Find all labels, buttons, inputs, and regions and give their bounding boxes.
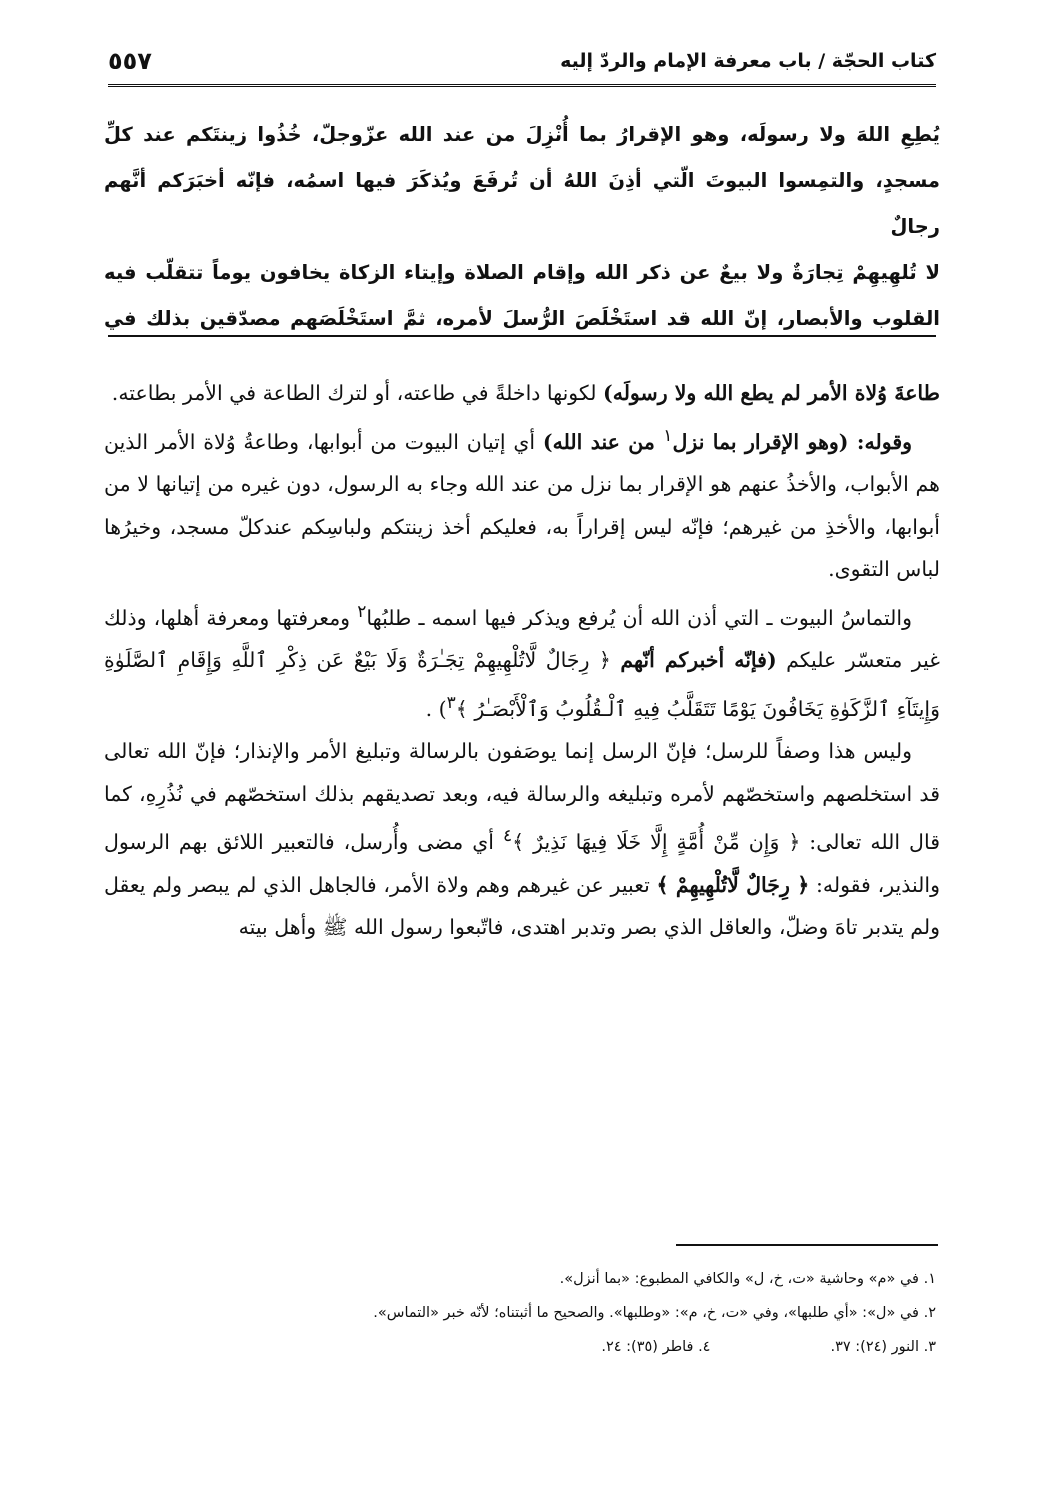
commentary-paragraph-4 <box>104 730 940 949</box>
hadith-line: مسجدٍ، والتمِسوا البيوتَ الّتي أذِنَ اللهُ أن تُرفَعَ ويُذكَرَ فيها اسمُه، فإنّه أخبَرَكم أنَّهم رجالٌ <box>104 169 940 238</box>
chapter-title: كتاب الحجّة / باب معرفة الإمام والردّ إليه <box>560 50 936 72</box>
hadith-line: القلوب والأبصار، إنّ الله قد استَخْلَصَ الرُّسلَ لأمره، ثمَّ استَخْلَصَهم مصدّقين بذلك في <box>104 307 940 330</box>
footnotes <box>108 1262 936 1364</box>
commentary-span: وليس هذا وصفاً للرسل؛ فإنّ الرسل إنما يوصَفون بالرسالة وتبليغ الأمر والإنذار؛ فإنّ الله تعالى قد استخلصهم واستخصّهم لأمره وتبليغه والرسالة فيه، وبعد تصديقهم بذلك استخصّهم في نُذُرِهِ، كما قال الله تعالى: <box>104 739 940 855</box>
quoted-phrase: (فإنّه أخبركم أنّهم <box>620 648 777 673</box>
hadith-text <box>104 112 940 342</box>
commentary-span: والتماسُ البيوت ـ التي أذن الله أن يُرفع ويذكر فيها اسمه ـ طلبُها <box>366 605 913 630</box>
commentary-span: ) . <box>425 696 447 721</box>
footnote-ref[interactable]: ١ <box>663 425 673 446</box>
footnote-3: ٣. النور (٢٤): ٣٧. <box>830 1339 936 1355</box>
hadith-separator <box>108 335 936 337</box>
commentary-text <box>104 372 940 949</box>
hadith-line: لا تُلهِيهِمْ تِجارَةٌ ولا بيعٌ عن ذكر الله وإقام الصلاة وإيتاء الزكاة يخافون يوماً تتقلّب فيه <box>104 261 940 284</box>
commentary-span: ومعرفتها ومعرفة أهلها، وذلك غير متعسّر عليكم <box>104 605 940 673</box>
commentary-span: أي مضى وأُرسل، فالتعبير اللائق بهم الرسول والنذير، فقوله: <box>104 830 941 897</box>
commentary-span: لكونها داخلةً في طاعته، أو لترك الطاعة في الأمر بطاعته. <box>111 381 603 405</box>
quran-verse: ﴿ وَإِن مِّنْ أُمَّةٍ إِلَّا خَلَا فِيهَا نَذِيرٌ ﴾ <box>512 830 801 855</box>
footnote-1: ١. في «م» وحاشية «ت، خ، ل» والكافي المطبوع: «بما أنزل». <box>559 1271 936 1287</box>
footnote-ref[interactable]: ٣ <box>446 692 456 713</box>
footnote-ref[interactable]: ٤ <box>502 826 513 847</box>
quran-verse: ﴿ رِجَالٌ لَّاتُلْهِيهِمْ ﴾ <box>656 872 810 897</box>
footnote-ref[interactable]: ٢ <box>357 601 367 622</box>
commentary-span: أي إتيان البيوت من أبوابها، وطاعةُ وُلاة الأمر الذين هم الأبواب، والأخذُ عنهم هو الإقرار بما نزل من عند الله وجاء به الرسول، دون غيره من إتيانها لا من أبوابها، والأخذِ من غيرهم؛ فإنّه ليس إقراراً به، فعليكم أخذ زينتكم ولباسِكم عندكلّ مسجد، وخيرُها لباس التقوى. <box>104 429 940 582</box>
footnote-2: ٢. في «ل»: «أي طلبها»، وفي «ت، خ، م»: «وطلبها». والصحيح ما أثبتناه؛ لأنّه خبر «التماس». <box>373 1305 936 1321</box>
quoted-phrase: طاعةَ وُلاة الأمر لم يطع الله ولا رسولَه) <box>603 381 940 405</box>
quran-verse: ﴿ رِجَالٌ لَّاتُلْهِيهِمْ تِجَـٰرَةٌ وَلَا بَيْعٌ عَن ذِكْرِ ٱللَّهِ وَإِقَامِ ٱلصَّلَوٰةِ وَإِيتَآءِ ٱلزَّكَوٰةِ يَخَافُونَ يَوْمًا تَتَقَلَّبُ فِيهِ ٱلْـقُلُوبُ وَٱلْأَبْصَـٰرُ ﴾ <box>104 648 940 721</box>
footnote-row <box>108 1330 936 1364</box>
hadith-line: يُطِعِ اللهَ ولا رسولَه، وهو الإقرارُ بما أُنْزِلَ من عند الله عزّوجلّ، خُذُوا زينتَكم عند كلِّ <box>104 123 940 146</box>
commentary-span: تعبير عن غيرهم وهم ولاة الأمر، فالجاهل الذي لم يبصر ولم يعقل ولم يتدبر تاهَ وضلّ، والعاقل الذي بصر وتدبر اهتدى، فاتّبعوا رسول الله ﷺ وأهل بيته <box>104 872 940 940</box>
commentary-paragraph-2 <box>104 415 940 591</box>
lead-word: وقوله: <box>848 429 913 454</box>
footnote-4: ٤. فاطر (٣٥): ٢٤. <box>601 1339 711 1355</box>
quoted-phrase: (وهو الإقرار بما نزل <box>672 429 849 454</box>
commentary-paragraph-1 <box>104 372 940 415</box>
running-header <box>108 38 936 87</box>
page-number: ٥٥٧ <box>108 47 152 75</box>
quoted-phrase: من عند الله) <box>542 429 664 454</box>
commentary-paragraph-3 <box>104 591 940 730</box>
footnote-separator <box>676 1244 938 1246</box>
